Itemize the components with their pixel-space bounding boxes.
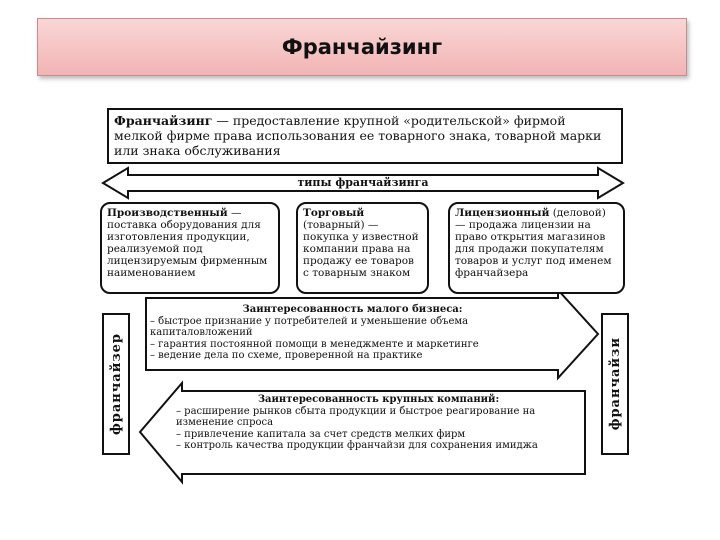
definition-text: — предоставление крупной «родительской» фирмой мелкой фирме права использования ее товарного знака, товарной марки или знака обслуживания: [114, 113, 602, 158]
large-companies-item: – привлечение капитала за счет средств мелких фирм: [176, 428, 466, 440]
type-trade-text: (товарный) — покупка у известной компании права на продажу ее товаров с товарным знаком: [303, 219, 419, 279]
franchisor-label-box: [102, 313, 130, 455]
type-production-name: Производственный: [107, 207, 228, 219]
type-production-text: — поставка оборудования для изготовления продукции, реализуемой под лицензируемым фирменным наименованием: [107, 207, 268, 279]
franchisee-label: франчайзи: [607, 337, 623, 431]
franchisor-label: франчайзер: [108, 333, 124, 435]
large-companies-text: [176, 394, 581, 452]
franchisee-label-box: [601, 313, 629, 455]
definition-term: Франчайзинг: [114, 113, 213, 128]
small-business-heading: Заинтересованность малого бизнеса:: [242, 304, 463, 315]
small-business-text: [150, 304, 555, 362]
small-business-item: – гарантия постоянной помощи в менеджменте и маркетинге: [150, 338, 479, 350]
types-header: типы франчайзинга: [297, 176, 429, 189]
definition-box: [107, 108, 623, 164]
type-license-name: Лицензионный: [455, 207, 550, 219]
type-trade-name: Торговый: [303, 207, 365, 219]
type-license-text: (деловой) — продажа лицензии на право открытия магазинов для продажи покупателям товаров и услуг под именем франчайзера: [455, 207, 612, 279]
small-business-item: – быстрое признание у потребителей и уменьшение объема капиталовложений: [150, 315, 469, 338]
small-business-item: – ведение дела по схеме, проверенной на практике: [150, 350, 423, 361]
large-companies-item: – контроль качества продукции франчайзи для сохранения имиджа: [176, 440, 538, 451]
large-companies-item: – расширение рынков сбыта продукции и быстрое реагирование на изменение спроса: [176, 405, 536, 428]
type-production: [100, 202, 280, 294]
type-license: [448, 202, 625, 294]
type-trade: [296, 202, 429, 294]
large-companies-heading: Заинтересованность крупных компаний:: [257, 394, 500, 405]
page-title: Франчайзинг: [281, 35, 443, 59]
